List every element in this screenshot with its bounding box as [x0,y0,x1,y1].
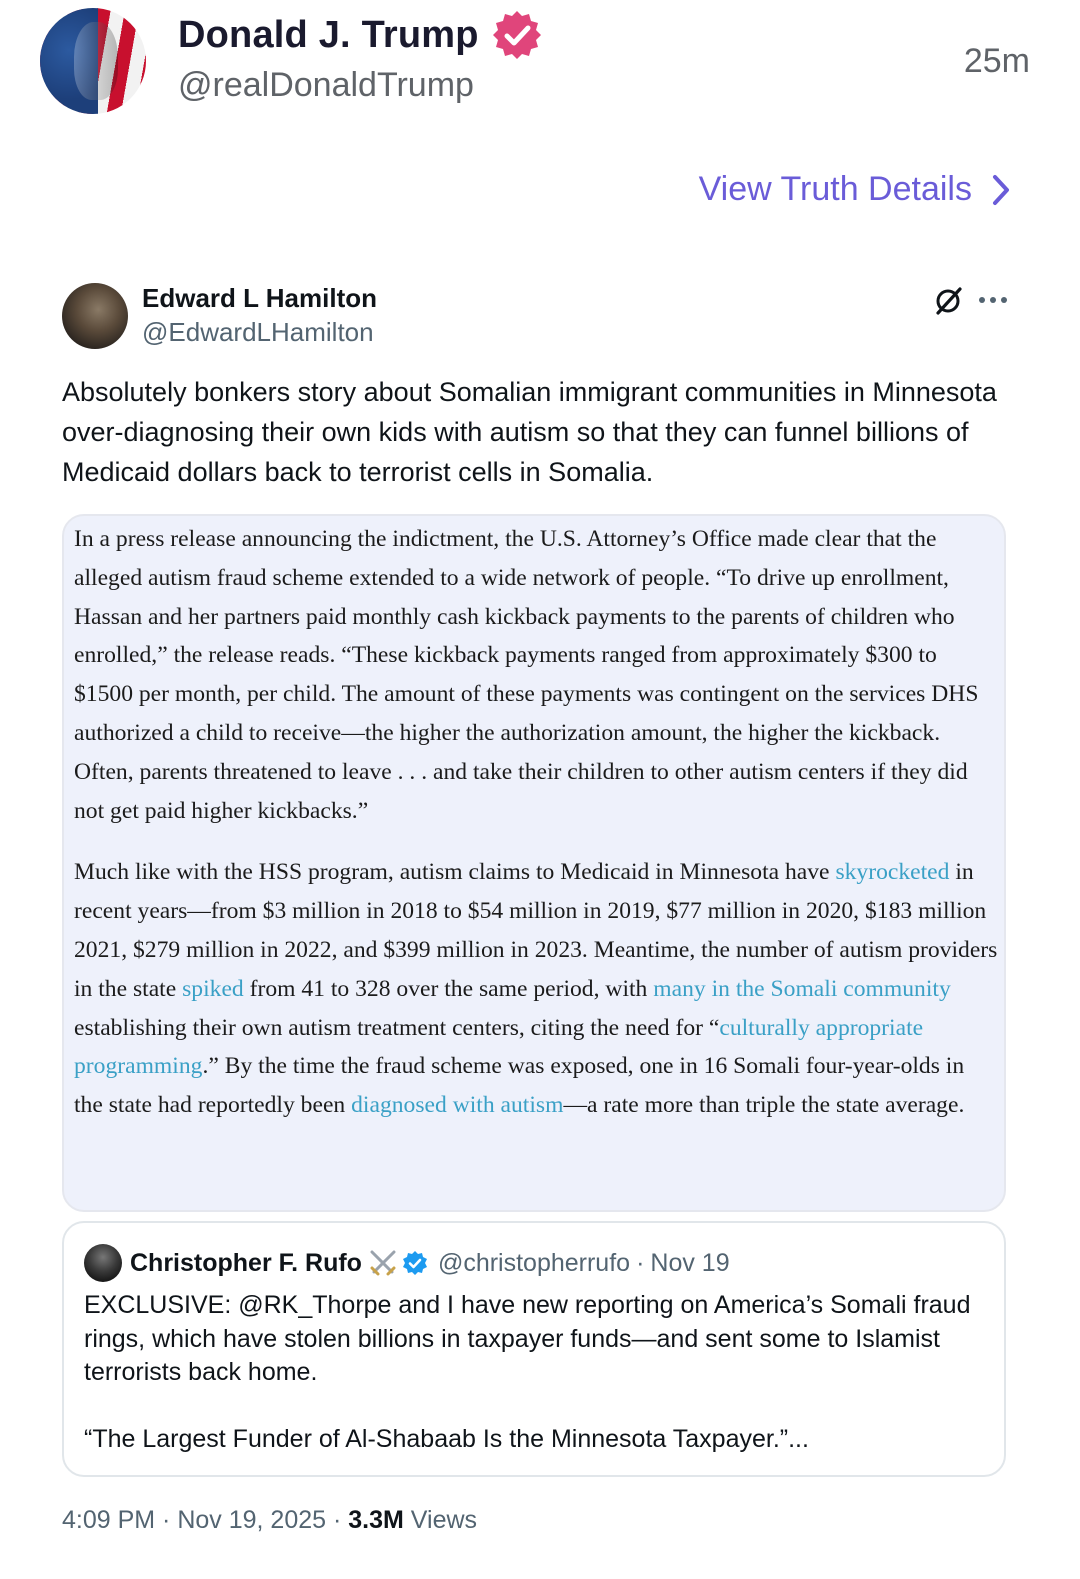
article-excerpt-body [74,520,998,1125]
embedded-author-handle[interactable]: @EdwardLHamilton [142,317,374,347]
author-name-row [178,8,543,62]
quoted-post-text [84,1289,984,1456]
meta-time[interactable]: 4:09 PM [62,1506,156,1534]
more-icon[interactable] [976,285,1010,315]
excerpt-text: establishing their own autism treatment centers, citing the need for “ [74,1014,720,1041]
excerpt-text: Much like with the HSS program, autism claims to Medicaid in Minnesota have [74,859,836,886]
quoted-author-name[interactable]: Christopher F. Rufo [130,1248,362,1277]
embedded-post-text: Absolutely bonkers story about Somalian immigrant communities in Minnesota over-diagnosing their own kids with autism so that they can funnel billions of Medicaid dollars back to terrorist cells in Somalia. [62,377,997,487]
quoted-post-line-2: “The Largest Funder of Al-Shabaab Is the Minnesota Taxpayer.”... [84,1424,809,1453]
embedded-author-name[interactable]: Edward L Hamilton [142,283,377,313]
view-truth-details-link[interactable] [699,170,1012,209]
excerpt-link-spiked: spiked [182,975,244,1002]
chevron-right-icon [990,173,1012,207]
excerpt-link-somali-community: many in the Somali community [653,975,951,1002]
article-excerpt-image[interactable] [62,514,1006,1212]
quoted-post-card[interactable] [62,1221,1006,1477]
quoted-post-date[interactable]: Nov 19 [650,1248,730,1277]
excerpt-link-skyrocketed: skyrocketed [835,859,950,886]
author-handle[interactable]: @realDonaldTrump [178,66,474,104]
verified-check-icon [402,1250,428,1276]
excerpt-text: —a rate more than triple the state average. [563,1092,965,1119]
post-meta [62,1506,477,1535]
excerpt-paragraph-1: In a press release announcing the indictment, the U.S. Attorney’s Office made clear that the alleged autism fraud scheme extended to a wide network of people. “To drive up enrollment, Hassan and her partners paid monthly cash kickback payments to the parents of children who enrolled,” the release reads. “These kickback payments ranged from approximately $300 to $1500 per month, per child. The amount of these payments was contingent on the services DHS authorized a child to receive—the higher the authorization amount, the higher the kickback. Often, parents threatened to leave . . . and take their children to other autism centers if they did not get paid higher kickbacks.” [74,526,979,824]
views-count[interactable]: 3.3M [348,1506,404,1534]
avatar-face [74,22,118,100]
views-label: Views [403,1506,478,1534]
grok-icon[interactable] [932,285,964,317]
meta-dot: · [326,1506,349,1534]
embedded-post-author [62,283,1012,353]
quoted-post-line-1: EXCLUSIVE: @RK_Thorpe and I have new reporting on America’s Somali fraud rings, which have stolen billions in taxpayer funds—and sent some to Islamist terrorists back home. [84,1291,971,1386]
excerpt-text: .” By the time the fraud scheme was exposed, one in 16 Somali four-year-olds in the state had reportedly been [74,1053,965,1119]
quoted-author-handle[interactable]: @christopherrufo [437,1248,631,1277]
excerpt-link-programming: culturally appropriate programming [74,1014,924,1080]
crossed-swords-icon [368,1248,398,1278]
author-name[interactable]: Donald J. Trump [178,13,479,56]
excerpt-text: in recent years—from $3 million in 2018 to $54 million in 2019, $77 million in 2020, $183 million 2021, $279 million in 2022, and $399 million in 2023. Meantime, the number of autism providers in the state [74,859,998,1002]
quoted-post-header [84,1243,730,1283]
separator-dot: · [636,1248,645,1277]
excerpt-paragraph-2 [74,853,998,1125]
excerpt-text: from 41 to 328 over the same period, with [243,975,654,1002]
excerpt-link-diagnosed: diagnosed with autism [351,1092,564,1119]
embedded-avatar[interactable] [62,283,128,349]
truth-header [40,4,1040,114]
verified-badge-icon [491,9,543,61]
view-truth-details-label: View Truth Details [698,170,972,208]
post-time: 25m [963,42,1030,80]
quoted-avatar[interactable] [84,1244,122,1282]
meta-dot: · [155,1506,178,1534]
meta-date[interactable]: Nov 19, 2025 [177,1506,327,1534]
avatar[interactable] [40,8,146,114]
